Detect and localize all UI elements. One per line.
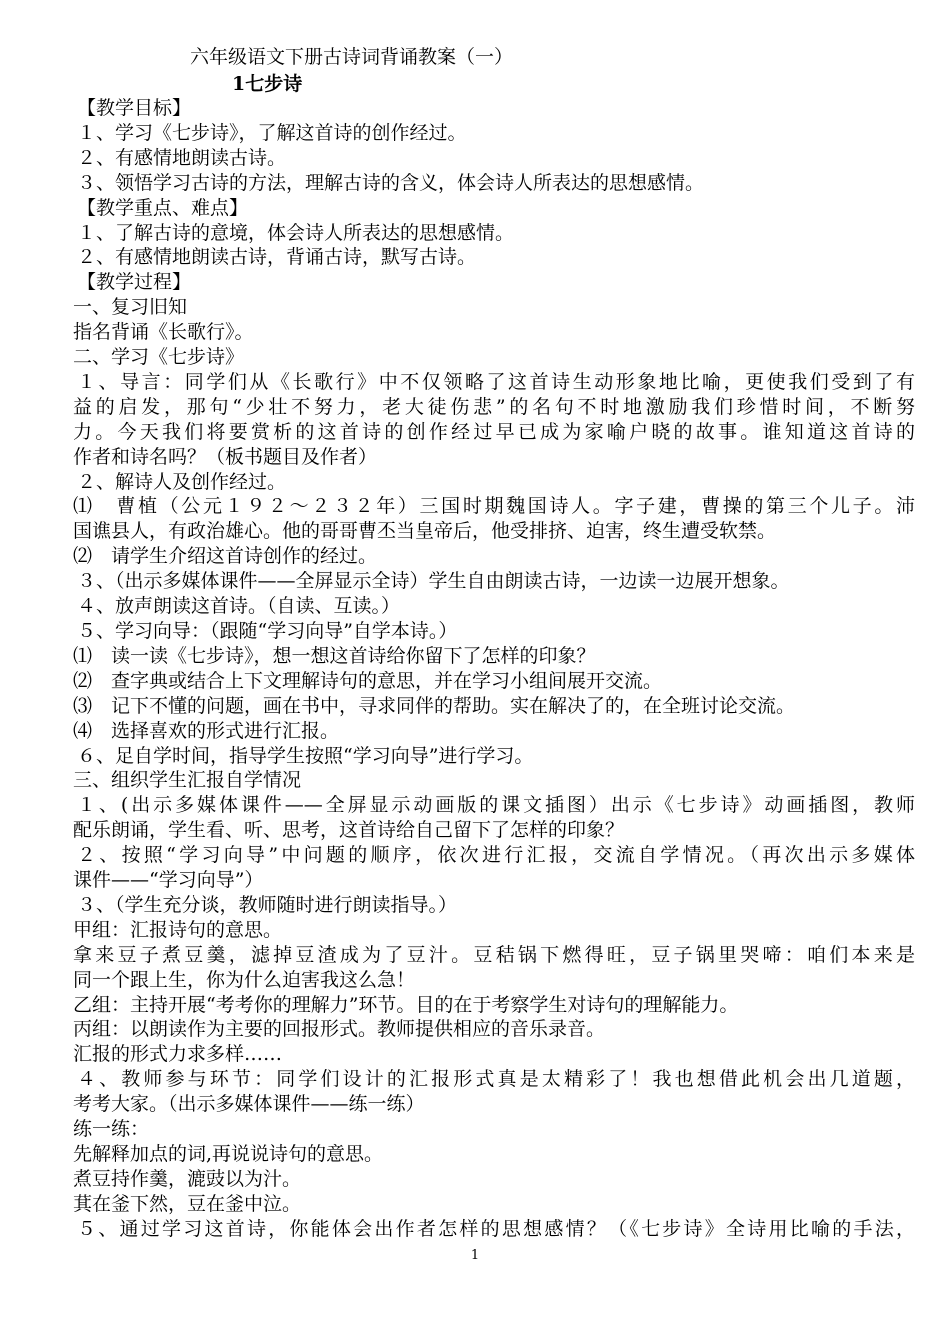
body-line: 拿来豆子煮豆羹，滤掉豆渣成为了豆汁。豆秸锅下燃得旺，豆子锅里哭啼：咱们本来是 bbox=[73, 943, 915, 966]
body-line: ５、学习向导：（跟随“学习向导”自学本诗。） bbox=[77, 619, 458, 642]
body-line: 课件——“学习向导”） bbox=[73, 869, 264, 891]
body-line: ３、（出示多媒体课件——全屏显示全诗）学生自由朗读古诗，一边读一边展开想象。 bbox=[77, 570, 790, 593]
body-line: 乙组：主持开展“考考你的理解力”环节。目的在于考察学生对诗句的理解能力。 bbox=[73, 993, 739, 1016]
document-body bbox=[73, 96, 915, 1242]
section-heading-key-points: 【教学重点、难点】 bbox=[77, 196, 249, 219]
body-line: 考考大家。（出示多媒体课件——练一练） bbox=[73, 1093, 425, 1116]
body-line: ５、通过学习这首诗，你能体会出作者怎样的思想感情？（《七步诗》全诗用比喻的手法， bbox=[77, 1217, 915, 1240]
body-line: 作者和诗名吗？（板书题目及作者） bbox=[73, 445, 378, 468]
body-line: 国谯县人，有政治雄心。他的哥哥曹丕当皇帝后，他受排挤、迫害，终生遭受软禁。 bbox=[73, 520, 777, 543]
process-heading: 三、组织学生汇报自学情况 bbox=[73, 769, 302, 792]
key-point-line: ２、有感情地朗读古诗，背诵古诗，默写古诗。 bbox=[77, 246, 477, 269]
body-line: ２、解诗人及创作经过。 bbox=[77, 470, 287, 493]
key-point-line: １、了解古诗的意境，体会诗人所表达的思想感情。 bbox=[77, 221, 515, 244]
body-line: 丙组：以朗读作为主要的回报形式。教师提供相应的音乐录音。 bbox=[73, 1018, 606, 1041]
body-line: 配乐朗诵，学生看、听、思考，这首诗给自己留下了怎样的印象？ bbox=[73, 819, 625, 842]
body-line: 甲组：汇报诗句的意思。 bbox=[73, 918, 283, 941]
body-line: 力。今天我们将要赏析的这首诗的创作经过早已成为家喻户晓的故事。谁知道这首诗的 bbox=[73, 420, 915, 443]
body-line: ３、（学生充分谈，教师随时进行朗读指导。） bbox=[77, 893, 458, 916]
body-line: 汇报的形式力求多样…… bbox=[73, 1043, 283, 1066]
document-title: 六年级语文下册古诗词背诵教案（一） bbox=[190, 46, 514, 68]
body-line: ６、足自学时间，指导学生按照“学习向导”进行学习。 bbox=[77, 744, 534, 767]
body-line: ⑶ 记下不懂的问题，画在书中，寻求同伴的帮助。实在解决了的，在全班讨论交流。 bbox=[73, 694, 796, 717]
body-line: ⑷ 选择喜欢的形式进行汇报。 bbox=[73, 719, 340, 742]
poem-title: 1七步诗 bbox=[232, 73, 303, 95]
section-heading-objectives: 【教学目标】 bbox=[77, 97, 192, 119]
body-line: 练一练： bbox=[73, 1118, 150, 1141]
body-line: ⑴ 曹植（公元１９２～２３２年）三国时期魏国诗人。字子建，曹操的第三个儿子。沛 bbox=[73, 495, 915, 518]
process-heading: 一、复习旧知 bbox=[73, 296, 188, 319]
body-line: ⑵ 请学生介绍这首诗创作的经过。 bbox=[73, 545, 378, 568]
process-heading: 二、学习《七步诗》 bbox=[73, 346, 245, 369]
page-number: 1 bbox=[470, 1248, 480, 1263]
body-line: ⑵ 查字典或结合上下文理解诗句的意思，并在学习小组间展开交流。 bbox=[73, 669, 663, 692]
body-line: 益的启发，那句“少壮不努力，老大徒伤悲”的名句不时地激励我们珍惜时间，不断努 bbox=[73, 395, 915, 418]
objective-line: ３、领悟学习古诗的方法，理解古诗的含义，体会诗人所表达的思想感情。 bbox=[77, 171, 705, 194]
objective-line: １、学习《七步诗》，了解这首诗的创作经过。 bbox=[77, 121, 467, 144]
body-line: ２、按照“学习向导”中问题的顺序，依次进行汇报，交流自学情况。（再次出示多媒体 bbox=[77, 844, 915, 867]
body-line: 指名背诵《长歌行》。 bbox=[73, 321, 254, 344]
body-line: ４、教师参与环节：同学们设计的汇报形式真是太精彩了！我也想借此机会出几道题， bbox=[77, 1068, 915, 1091]
body-line: １、(出示多媒体课件——全屏显示动画版的课文插图）出示《七步诗》动画插图，教师 bbox=[77, 794, 915, 817]
objective-line: ２、有感情地朗读古诗。 bbox=[77, 146, 287, 169]
body-line: ⑴ 读一读《七步诗》，想一想这首诗给你留下了怎样的印象？ bbox=[73, 644, 596, 667]
body-line: ４、放声朗读这首诗。（自读、互读。） bbox=[77, 595, 401, 618]
body-line: 同一个跟上生，你为什么迫害我这么急！ bbox=[73, 968, 416, 991]
poem-line: 萁在釜下然，豆在釜中泣。 bbox=[73, 1192, 302, 1215]
body-line: 先解释加点的词,再说说诗句的意思。 bbox=[73, 1142, 384, 1165]
poem-line: 煮豆持作羹，漉豉以为汁。 bbox=[73, 1167, 302, 1190]
body-line: １、导言：同学们从《长歌行》中不仅领略了这首诗生动形象地比喻，更使我们受到了有 bbox=[77, 370, 915, 393]
section-heading-process: 【教学过程】 bbox=[77, 271, 192, 294]
